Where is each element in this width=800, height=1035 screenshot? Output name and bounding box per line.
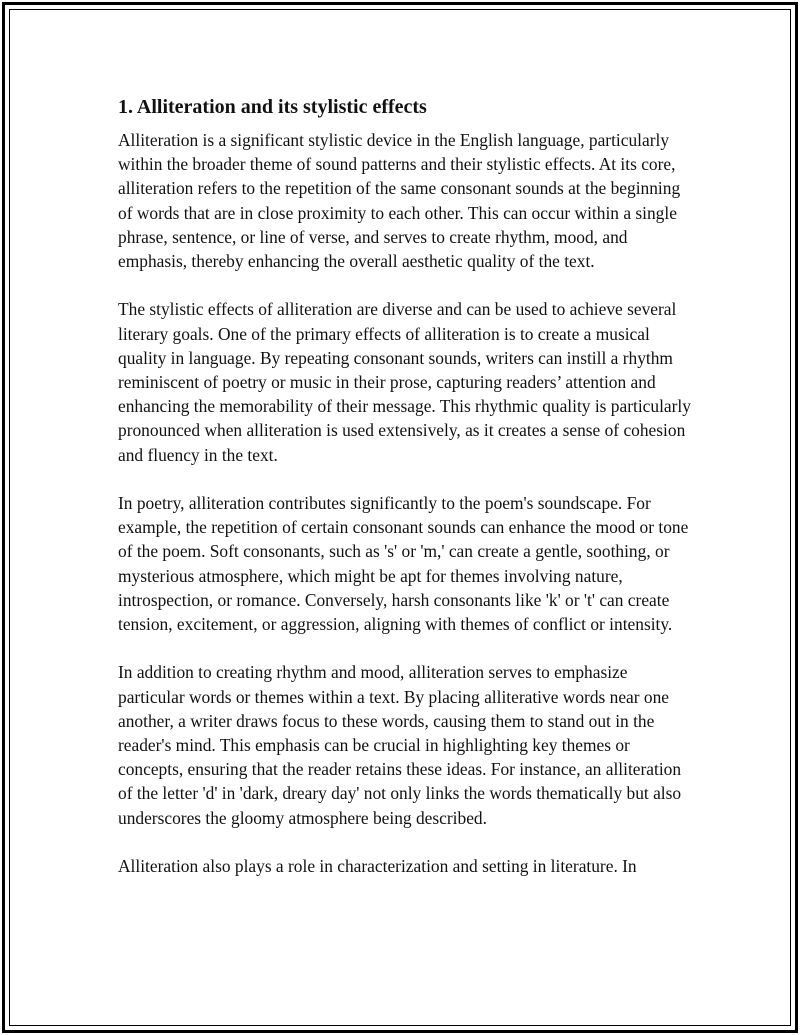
document-body	[118, 94, 698, 902]
paragraph-4: In addition to creating rhythm and mood, alliteration serves to emphasize particular words or themes within a text. By placing alliterative words near one another, a writer draws focus to these words, causing them to stand out in the reader's mind. This emphasis can be crucial in highlighting key themes or concepts, ensuring that the reader retains these ideas. For instance, an alliteration of the letter 'd' in 'dark, dreary day' not only links the words thematically but also underscores the gloomy atmosphere being described.	[118, 662, 682, 828]
paragraph-3: In poetry, alliteration contributes significantly to the poem's soundscape. For example, the repetition of certain consonant sounds can enhance the mood or tone of the poem. Soft consonants, such as 's' or 'm,' can create a gentle, soothing, or mysterious atmosphere, which might be apt for themes involving nature, introspection, or romance. Conversely, harsh consonants like 'k' or 't' can create tension, excitement, or aggression, aligning with themes of conflict or intensity.	[118, 493, 689, 635]
paragraph-5: Alliteration also plays a role in characterization and setting in literature. In	[118, 856, 637, 877]
section-heading: 1. Alliteration and its stylistic effects	[118, 96, 427, 118]
paragraph-2: The stylistic effects of alliteration are diverse and can be used to achieve several literary goals. One of the primary effects of alliteration is to create a musical quality in language. By repeating consonant sounds, writers can instill a rhythm reminiscent of poetry or music in their prose, capturing readers’ attention and enhancing the memorability of their message. This rhythmic quality is particularly pronounced when alliteration is used extensively, as it creates a sense of cohesion and fluency in the text.	[118, 299, 691, 465]
paragraph-1: Alliteration is a significant stylistic device in the English language, particularly within the broader theme of sound patterns and their stylistic effects. At its core, alliteration refers to the repetition of the same consonant sounds at the beginning of words that are in close proximity to each other. This can occur within a single phrase, sentence, or line of verse, and serves to create rhythm, mood, and emphasis, thereby enhancing the overall aesthetic quality of the text.	[118, 130, 681, 272]
